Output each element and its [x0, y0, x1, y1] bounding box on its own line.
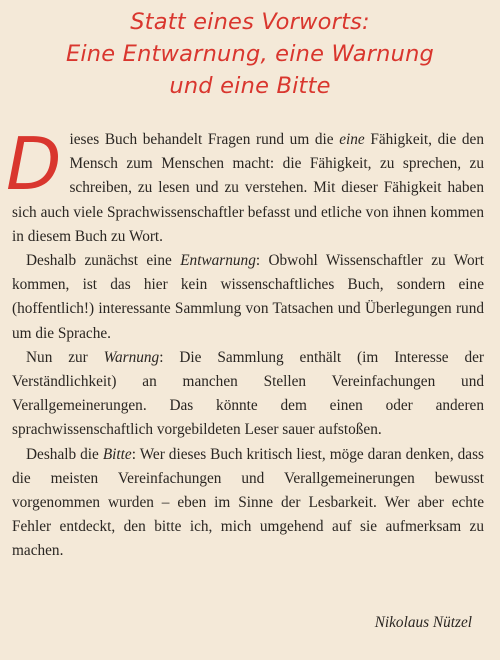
paragraph-text: : Obwohl Wissenschaftler zu Wort kommen, ist das hier kein wissenschaftliches Buch, sondern eine (hoffentlich!) interessante Sammlung von Tatsachen und Überlegungen rund um die Sprache. — [12, 252, 484, 342]
paragraph-intro — [6, 122, 484, 249]
emphasis-text: eine — [339, 131, 365, 148]
paragraph-text: : Die Sammlung enthält (im Interesse der Verständlichkeit) an manchen Stellen Vereinfachungen und Verallgemeinerungen. Das könnte dem einen oder anderen sprachwissenschaftlich vorgebildeten Leser sauer aufstoßen. — [12, 348, 484, 439]
author-signature: Nikolaus Nützel — [374, 614, 472, 631]
emphasis-text: Bitte — [102, 445, 132, 463]
paragraph-text: Nun zur — [26, 348, 104, 366]
paragraph-text: ieses Buch behandelt Fragen rund um die — [69, 131, 340, 148]
chapter-heading — [0, 6, 500, 102]
emphasis-text: Entwarnung — [180, 252, 256, 270]
paragraph-entwarnung — [12, 249, 484, 346]
heading-line-2: Eine Entwarnung, eine Warnung — [65, 41, 435, 67]
paragraph-text: Deshalb die — [26, 445, 103, 463]
paragraph-text: Deshalb zunächst eine — [26, 252, 181, 270]
body-text — [6, 122, 484, 564]
heading-line-3: und eine Bitte — [169, 73, 331, 99]
paragraph-text: Fähigkeit, die den Mensch zum Menschen macht: die Fähigkeit, zu sprechen, zu schreiben, zu lesen und zu verstehen. Mit dieser Fähigkeit haben sich auch viele Sprachwissenschaftler befasst und etliche von ihnen kommen in diesem Buch zu Wort. — [12, 131, 484, 245]
paragraph-warnung — [12, 346, 484, 443]
heading-line-1: Statt eines Vorworts: — [130, 9, 370, 35]
drop-cap: D — [6, 122, 62, 206]
paragraph-bitte — [12, 443, 484, 564]
emphasis-text: Warnung — [103, 348, 160, 366]
paragraph-text: : Wer dieses Buch kritisch liest, möge daran denken, dass die meisten Vereinfachungen und Verallgemeinerungen bewusst vorgenommen wurden – eben im Sinne der Lesbarkeit. Wer aber echte Fehler entdeckt, den bitte ich, mich umgehend auf sie aufmerksam zu machen. — [12, 445, 484, 560]
